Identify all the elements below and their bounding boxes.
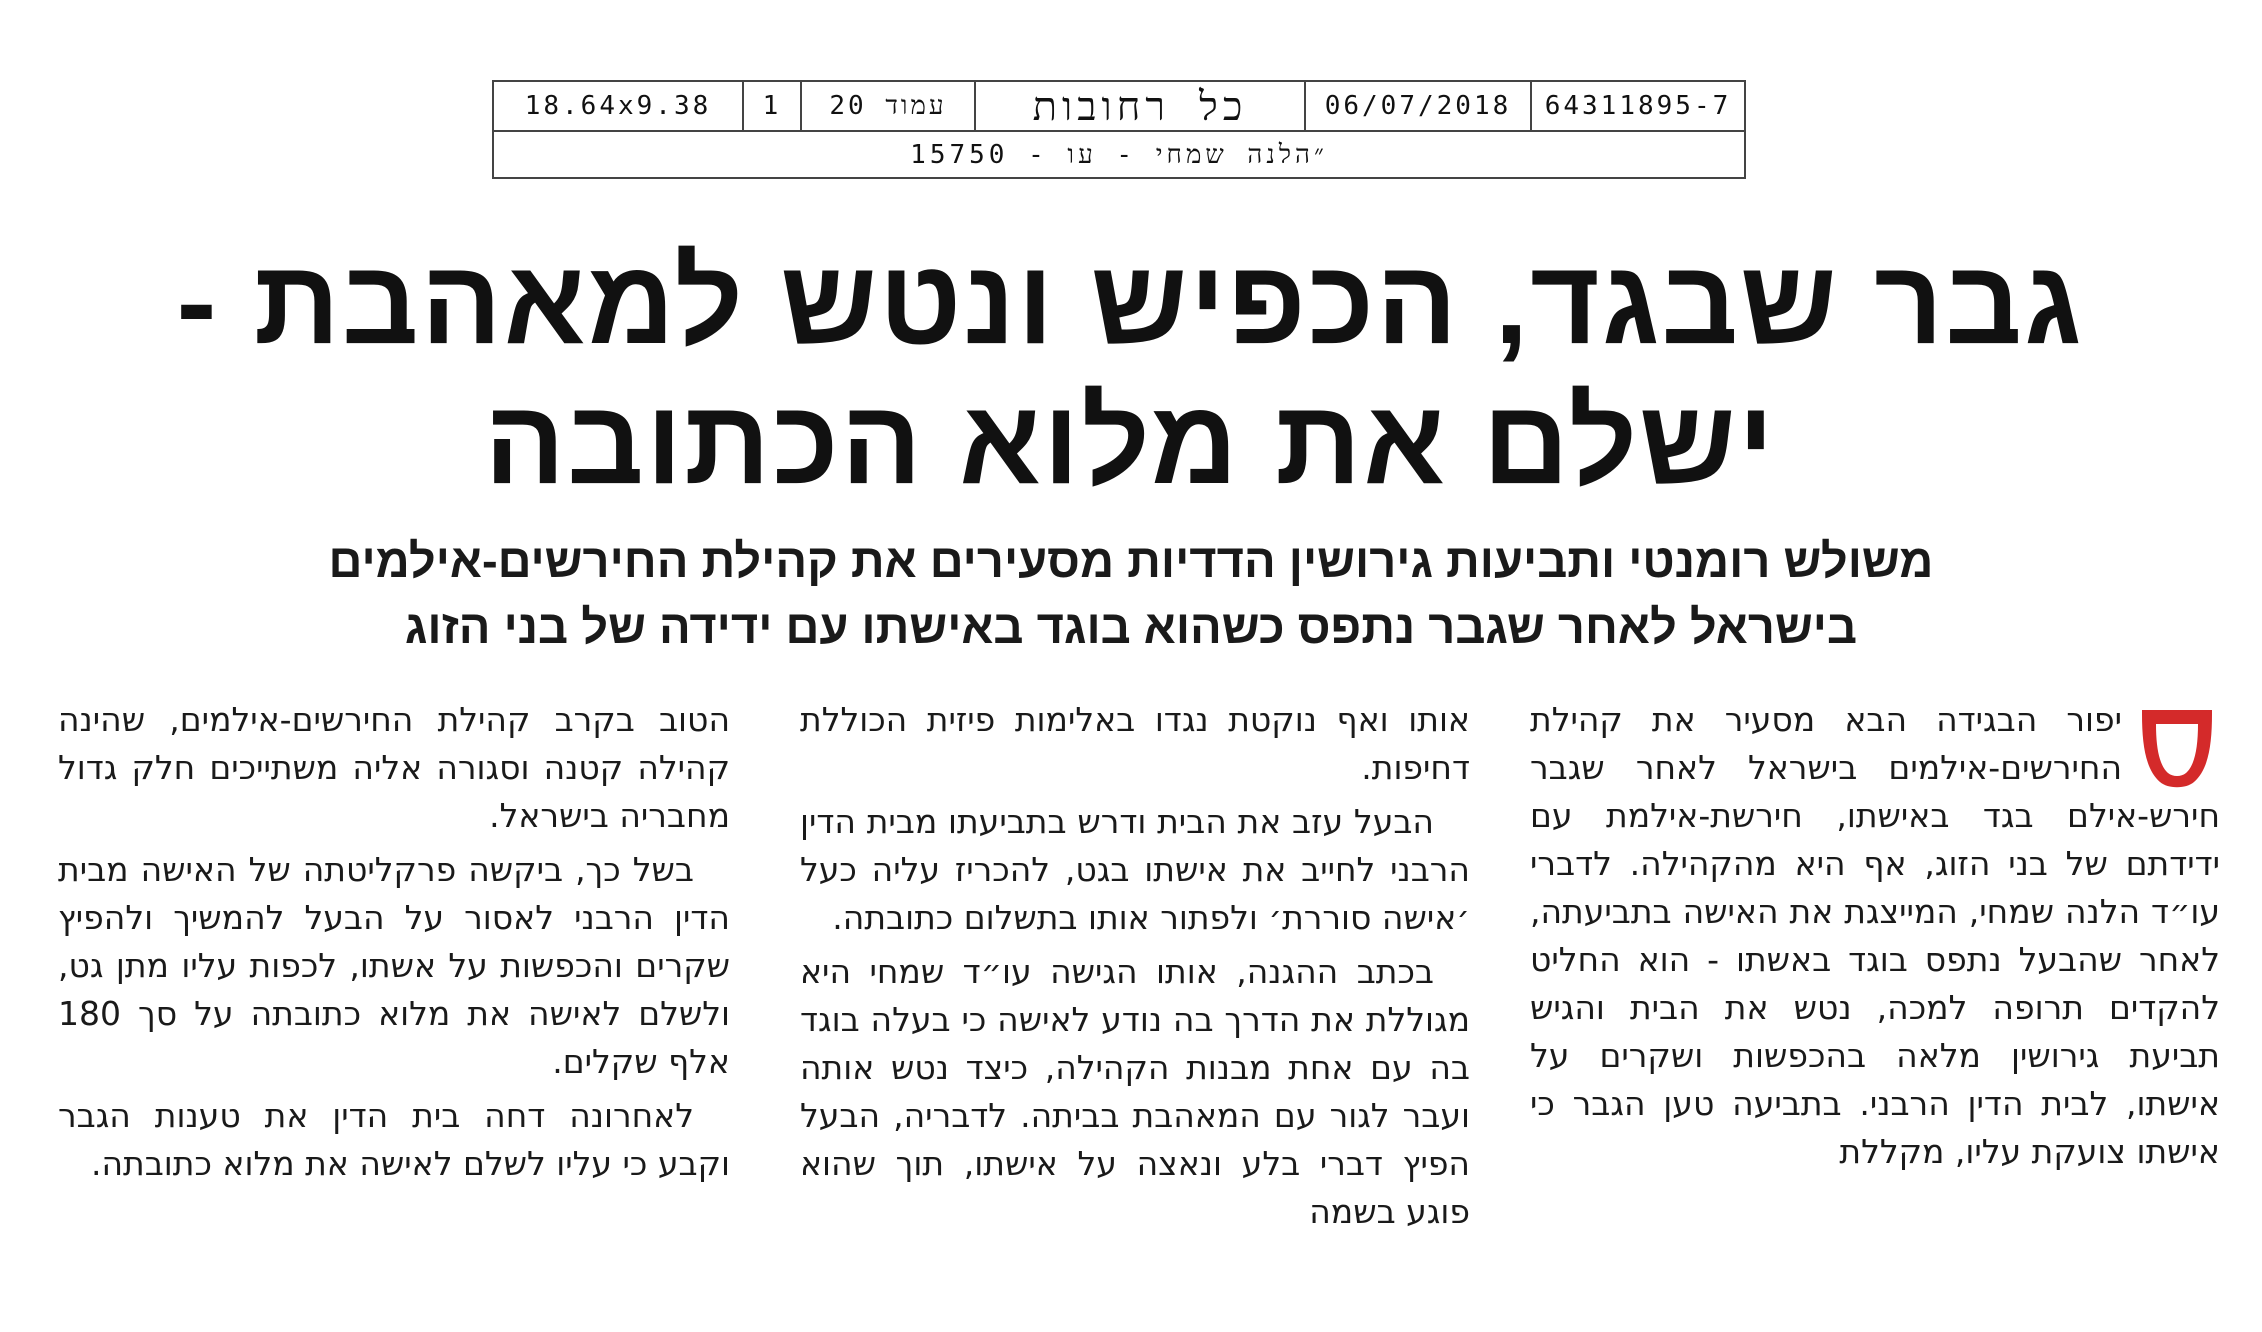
article-headline [140, 232, 2120, 512]
article-paragraph: הטוב בקרב קהילת החירשים-אילמים, שהינה קהילה קטנה וסגורה אליה משתייכים חלק גדול מחבריה בישראל. [58, 700, 730, 835]
article-column-2 [800, 696, 1470, 1316]
clip-date: 06/07/2018 [1306, 82, 1532, 130]
article-paragraph: אותו ואף נוקטת נגדו באלימות פיזית הכוללת דחיפות. [800, 700, 1470, 787]
article-paragraph: לאחרונה דחה בית הדין את טענות הגבר וקבע כי עליו לשלם לאישה את מלוא כתובתה. [58, 1096, 730, 1183]
publication-name: כל רחובות [976, 82, 1306, 130]
article-paragraph: הבעל עזב את הבית ודרש בתביעתו מבית הדין הרבני לחייב את אישתו בגט, להכריז עליה כעל ׳אישה סוררת׳ ולפתור אותו בתשלום כתובתה. [800, 802, 1470, 937]
article-column-3 [58, 696, 730, 1316]
clip-id: 64311895-7 [1544, 91, 1732, 121]
article-column-1 [1530, 696, 2220, 1316]
article-paragraph: בכתב ההגנה, אותו הגישה עו״ד שמחי היא מגוללת את הדרך בה נודע לאישה כי בעלה בוגד בה עם אחת מבנות הקהילה, כיצד נטש אותה ועבר לגור עם המאהבת בביתה. לדבריה, הבעל הפיץ דברי בלע ונאצה על אישתו, תוך שהוא פוגע בשמה [800, 952, 1470, 1231]
headline-line-2: ישלם את מלוא הכתובה [484, 375, 1776, 509]
clip-credit: ״הלנה שמחי - עו - 15750 [910, 139, 1328, 170]
clip-page-label: עמוד 20 [802, 82, 976, 130]
paragraph-text: יפור הבגידה הבא מסעיר את קהילת החירשים-אילמים בישראל לאחר שגבר חירש-אילם בגד באישתו, חירשת-אילמת עם ידידתם של בני הזוג, אף היא מהקהילה. לדברי עו״ד הלנה שמחי, המייצגת את האישה בתביעתה, לאחר שהבעל נתפס בוגד באשתו - הוא החליט להקדים תרופה למכה, נטש את הבית והגיש תביעת גירושין מלאה בהכפשות ושקרים על אישתו, לבית הדין הרבני. בתביעה טען הגבר כי אישתו צועקת עליו, מקללת [1530, 700, 2220, 1171]
clip-size: 18.64x9.38 [494, 82, 744, 130]
clipping-info-box [492, 80, 1746, 179]
subheadline-line-2: בישראל לאחר שגבר נתפס כשהוא בוגד באישתו עם ידידה של בני הזוג [404, 600, 1858, 653]
article-subheadline [200, 528, 2062, 660]
headline-line-1: גבר שבגד, הכפיש ונטש למאהבת - [176, 235, 2084, 369]
article-paragraph: בשל כך, ביקשה פרקליטתה של האישה מבית הדין הרבני לאסור על הבעל להמשיך ולהפיץ שקרים והכפשות על אשתו, לכפות עליו מתן גט, ולשלם לאישה את מלוא כתובתה על סך 180 אלף שקלים. [58, 850, 730, 1081]
dropcap-letter-icon [2134, 700, 2220, 792]
clip-page-count: 1 [744, 82, 802, 130]
article-paragraph [1530, 696, 2220, 1176]
subheadline-line-1: משולש רומנטי ותביעות גירושין הדדיות מסעירים את קהילת החירשים-אילמים [328, 534, 1934, 587]
clipping-info-row [494, 82, 1744, 132]
